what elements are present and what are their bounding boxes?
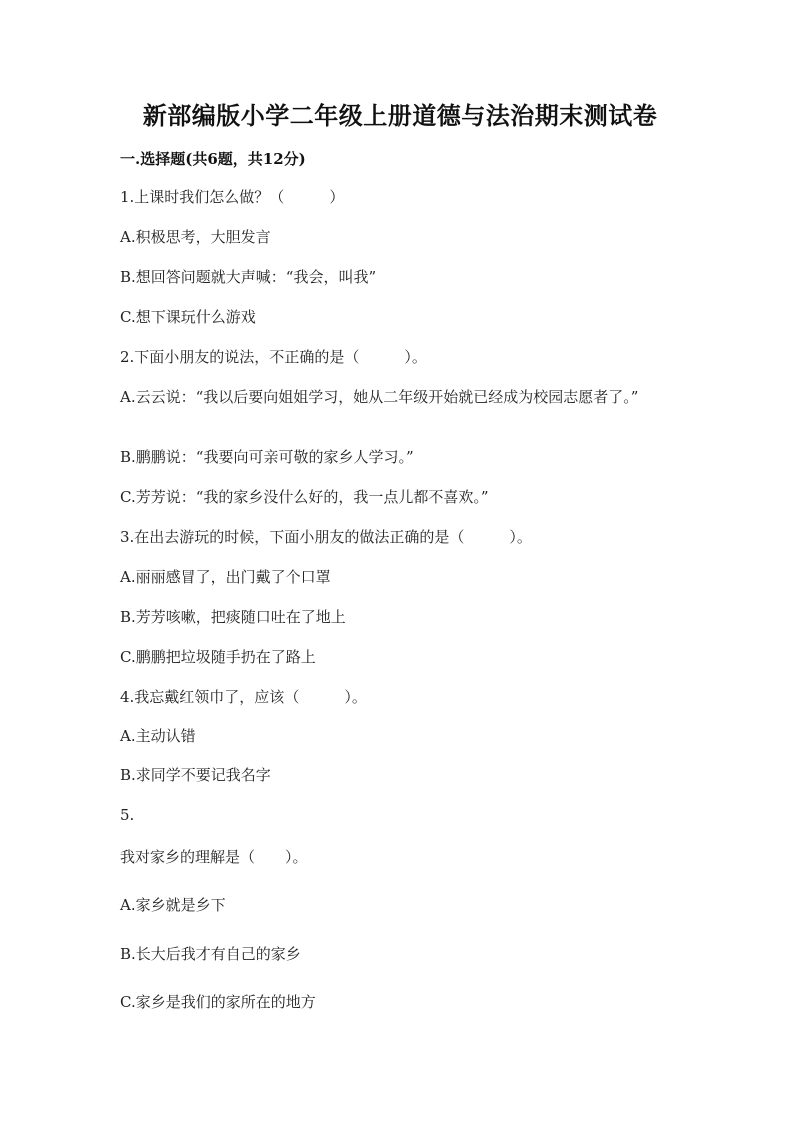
question-1-option-a: A.积极思考，大胆发言 xyxy=(120,228,271,246)
question-5-number: 5. xyxy=(120,806,135,824)
question-5-stem: 我对家乡的理解是（ ）。 xyxy=(120,848,308,866)
question-4-option-a: A.主动认错 xyxy=(120,727,196,745)
question-5-option-a: A.家乡就是乡下 xyxy=(120,896,226,914)
question-2-stem: 2.下面小朋友的说法，不正确的是（ ）。 xyxy=(120,348,427,366)
question-3-option-b: B.芳芳咳嗽，把痰随口吐在了地上 xyxy=(120,608,346,626)
question-1-option-b: B.想回答问题就大声喊：“我会，叫我” xyxy=(120,268,377,286)
question-3-option-c: C.鹏鹏把垃圾随手扔在了路上 xyxy=(120,648,316,666)
question-1-stem: 1.上课时我们怎么做？（ ） xyxy=(120,188,345,206)
question-3-option-a: A.丽丽感冒了，出门戴了个口罩 xyxy=(120,568,331,586)
question-3-stem: 3.在出去游玩的时候，下面小朋友的做法正确的是（ ）。 xyxy=(120,528,532,546)
question-5-option-c: C.家乡是我们的家所在的地方 xyxy=(120,993,316,1011)
question-2-option-a: A.云云说：“我以后要向姐姐学习，她从二年级开始就已经成为校园志愿者了。” xyxy=(120,388,639,406)
page-title: 新部编版小学二年级上册道德与法治期末测试卷 xyxy=(142,101,658,130)
question-2-option-c: C.芳芳说：“我的家乡没什么好的，我一点儿都不喜欢。” xyxy=(120,488,489,506)
question-1-option-c: C.想下课玩什么游戏 xyxy=(120,308,256,326)
question-5-option-b: B.长大后我才有自己的家乡 xyxy=(120,945,301,963)
section-heading: 一.选择题(共6题，共12分) xyxy=(120,150,306,168)
question-4-option-b: B.求同学不要记我名字 xyxy=(120,766,271,784)
question-2-option-b: B.鹏鹏说：“我要向可亲可敬的家乡人学习。” xyxy=(120,448,414,466)
question-4-stem: 4.我忘戴红领巾了，应该（ ）。 xyxy=(120,688,367,706)
